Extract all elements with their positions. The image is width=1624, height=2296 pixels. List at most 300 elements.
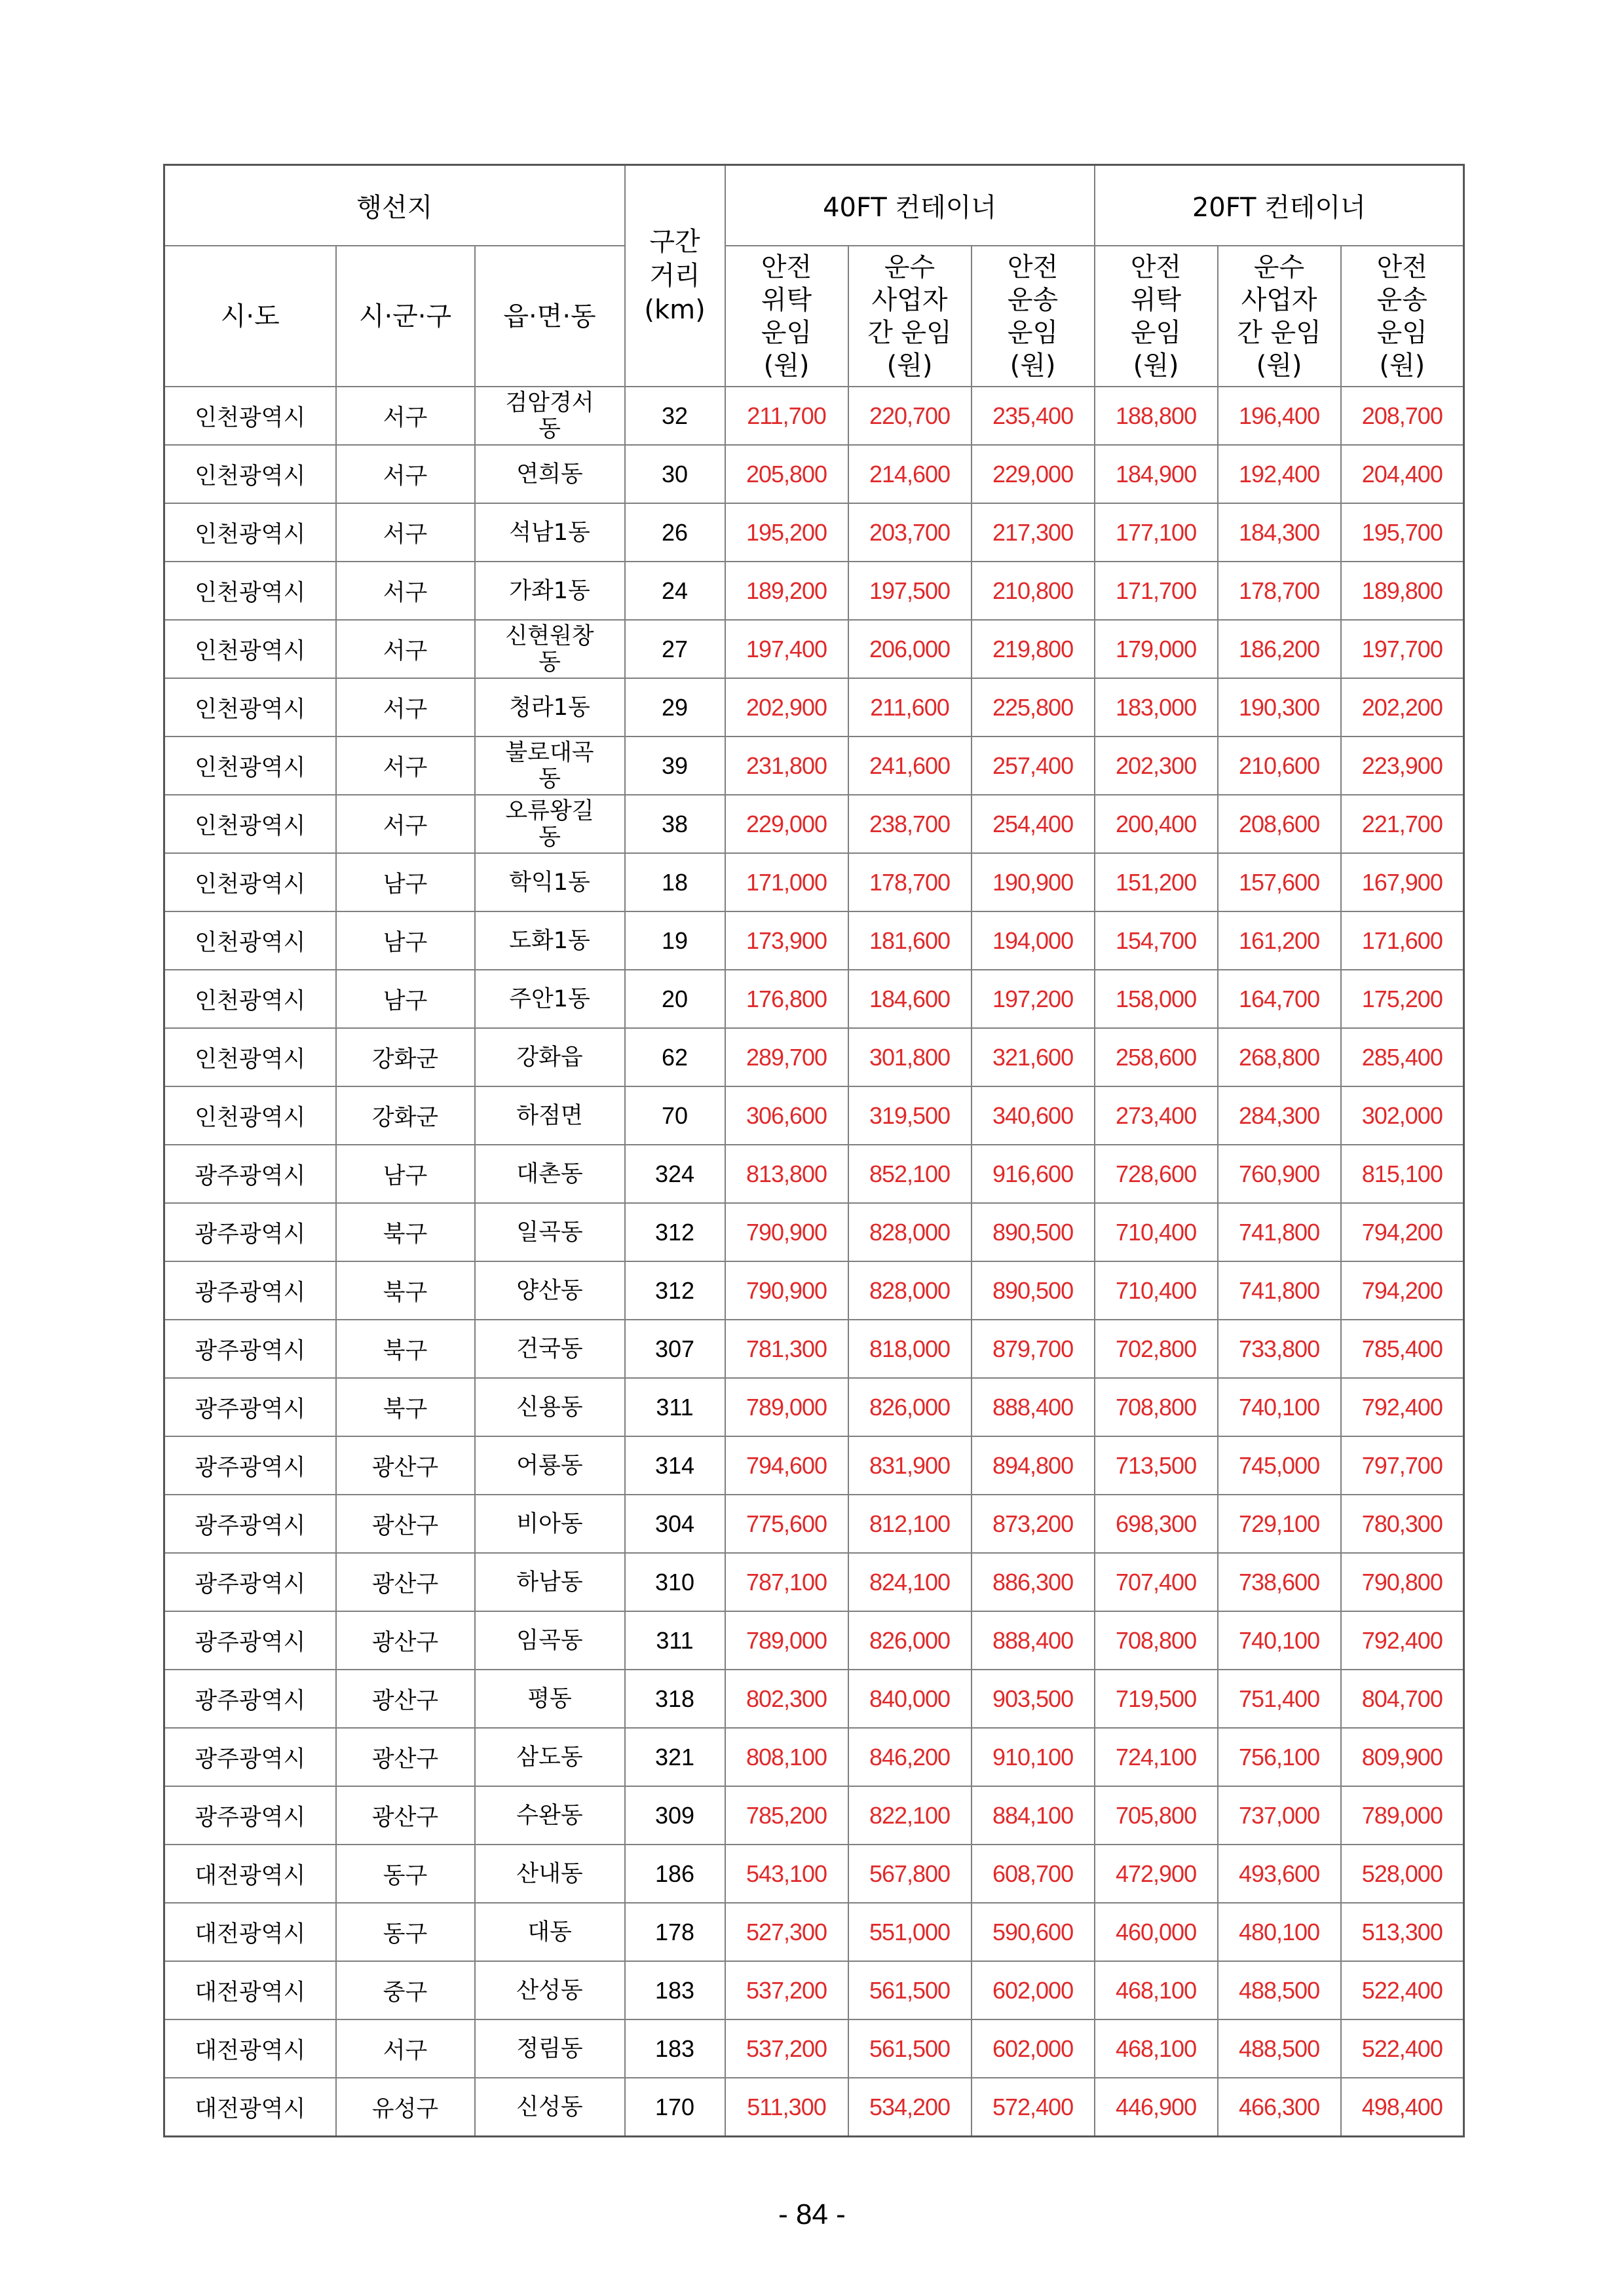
rate-cell: 824,100 <box>848 1553 972 1611</box>
rate-cell: 708,800 <box>1095 1611 1218 1670</box>
rate-cell: 161,200 <box>1218 911 1341 970</box>
rate-cell: 203,700 <box>848 503 972 562</box>
rate-cell: 194,000 <box>972 911 1095 970</box>
rate-cell: 208,700 <box>1341 387 1464 445</box>
rate-cell: 745,000 <box>1218 1436 1341 1495</box>
rate-cell: 204,400 <box>1341 445 1464 503</box>
rate-cell: 826,000 <box>848 1378 972 1436</box>
distance-cell: 178 <box>625 1903 725 1961</box>
rate-cell: 789,000 <box>1341 1786 1464 1845</box>
rate-cell: 812,100 <box>848 1495 972 1553</box>
rate-cell: 751,400 <box>1218 1670 1341 1728</box>
rate-cell: 511,300 <box>725 2078 848 2137</box>
table-row <box>164 620 1464 678</box>
dong-cell: 대촌동 <box>475 1145 625 1203</box>
sido-header: 시·도 <box>164 246 336 387</box>
rate-cell: 241,600 <box>848 737 972 795</box>
table-row <box>164 1903 1464 1961</box>
sigungu-cell: 북구 <box>336 1261 475 1320</box>
sido-cell: 광주광역시 <box>164 1611 336 1670</box>
table-row <box>164 387 1464 445</box>
rate-cell: 197,500 <box>848 562 972 620</box>
dong-cell: 대동 <box>475 1903 625 1961</box>
dong-cell: 삼도동 <box>475 1728 625 1786</box>
table-row <box>164 1086 1464 1145</box>
rate-cell: 794,600 <box>725 1436 848 1495</box>
dong-cell: 가좌1동 <box>475 562 625 620</box>
rate-cell: 219,800 <box>972 620 1095 678</box>
rate-cell: 831,900 <box>848 1436 972 1495</box>
sigungu-cell: 광산구 <box>336 1495 475 1553</box>
rate-cell: 498,400 <box>1341 2078 1464 2137</box>
table-row <box>164 970 1464 1028</box>
sido-cell: 인천광역시 <box>164 387 336 445</box>
table-row <box>164 1261 1464 1320</box>
sido-cell: 광주광역시 <box>164 1320 336 1378</box>
distance-cell: 318 <box>625 1670 725 1728</box>
table-row <box>164 2019 1464 2078</box>
dong-cell: 하점면 <box>475 1086 625 1145</box>
dong-cell: 산내동 <box>475 1845 625 1903</box>
rate-cell: 179,000 <box>1095 620 1218 678</box>
sigungu-cell: 서구 <box>336 2019 475 2078</box>
table-row <box>164 1845 1464 1903</box>
rate-cell: 178,700 <box>1218 562 1341 620</box>
sigungu-cell: 남구 <box>336 911 475 970</box>
rate-cell: 202,300 <box>1095 737 1218 795</box>
sido-cell: 인천광역시 <box>164 737 336 795</box>
distance-cell: 186 <box>625 1845 725 1903</box>
rate-cell: 206,000 <box>848 620 972 678</box>
dong-cell: 비아동 <box>475 1495 625 1553</box>
rate-cell: 184,300 <box>1218 503 1341 562</box>
table-row <box>164 1028 1464 1086</box>
rate-cell: 513,300 <box>1341 1903 1464 1961</box>
rate-cell: 197,400 <box>725 620 848 678</box>
table-row <box>164 1145 1464 1203</box>
rate-cell: 760,900 <box>1218 1145 1341 1203</box>
distance-cell: 183 <box>625 2019 725 2078</box>
rate-cell: 200,400 <box>1095 795 1218 853</box>
rate-cell: 208,600 <box>1218 795 1341 853</box>
rate-cell: 916,600 <box>972 1145 1095 1203</box>
distance-cell: 314 <box>625 1436 725 1495</box>
sigungu-cell: 서구 <box>336 620 475 678</box>
rate-cell: 522,400 <box>1341 2019 1464 2078</box>
distance-cell: 304 <box>625 1495 725 1553</box>
sido-cell: 광주광역시 <box>164 1203 336 1261</box>
distance-cell: 170 <box>625 2078 725 2137</box>
sigungu-cell: 남구 <box>336 970 475 1028</box>
rate-cell: 176,800 <box>725 970 848 1028</box>
distance-cell: 38 <box>625 795 725 853</box>
rate-cell: 493,600 <box>1218 1845 1341 1903</box>
table-row <box>164 853 1464 911</box>
rate-cell: 178,700 <box>848 853 972 911</box>
rate-cell: 802,300 <box>725 1670 848 1728</box>
sido-cell: 광주광역시 <box>164 1553 336 1611</box>
rate-cell: 590,600 <box>972 1903 1095 1961</box>
rate-cell: 221,700 <box>1341 795 1464 853</box>
rate-cell: 186,200 <box>1218 620 1341 678</box>
table-row <box>164 678 1464 737</box>
rate-cell: 794,200 <box>1341 1203 1464 1261</box>
rate-cell: 171,000 <box>725 853 848 911</box>
table-row <box>164 1728 1464 1786</box>
distance-cell: 310 <box>625 1553 725 1611</box>
rate-cell: 572,400 <box>972 2078 1095 2137</box>
rate-cell: 195,700 <box>1341 503 1464 562</box>
dong-cell: 강화읍 <box>475 1028 625 1086</box>
sigungu-cell: 광산구 <box>336 1611 475 1670</box>
distance-cell: 18 <box>625 853 725 911</box>
rate-cell: 790,900 <box>725 1203 848 1261</box>
sigungu-cell: 동구 <box>336 1845 475 1903</box>
rate-cell: 468,100 <box>1095 1961 1218 2019</box>
rate-cell: 202,900 <box>725 678 848 737</box>
rate-cell: 815,100 <box>1341 1145 1464 1203</box>
rate-cell: 790,800 <box>1341 1553 1464 1611</box>
rate-cell: 828,000 <box>848 1203 972 1261</box>
rate-cell: 202,200 <box>1341 678 1464 737</box>
dong-cell: 신성동 <box>475 2078 625 2137</box>
rate-cell: 809,900 <box>1341 1728 1464 1786</box>
rate-cell: 888,400 <box>972 1378 1095 1436</box>
distance-cell: 312 <box>625 1261 725 1320</box>
rate-cell: 737,000 <box>1218 1786 1341 1845</box>
rate-cell: 543,100 <box>725 1845 848 1903</box>
rate-cell: 184,600 <box>848 970 972 1028</box>
sigungu-cell: 남구 <box>336 1145 475 1203</box>
rate-cell: 192,400 <box>1218 445 1341 503</box>
rate-cell: 729,100 <box>1218 1495 1341 1553</box>
sido-cell: 대전광역시 <box>164 2019 336 2078</box>
dong-cell: 신용동 <box>475 1378 625 1436</box>
rate-cell: 190,300 <box>1218 678 1341 737</box>
rate-cell: 154,700 <box>1095 911 1218 970</box>
page-number: - 84 - <box>778 2198 846 2230</box>
distance-cell: 309 <box>625 1786 725 1845</box>
rate-cell: 181,600 <box>848 911 972 970</box>
dong-cell: 건국동 <box>475 1320 625 1378</box>
rate-cell: 884,100 <box>972 1786 1095 1845</box>
table-body <box>164 387 1464 2137</box>
rate-cell: 785,200 <box>725 1786 848 1845</box>
rate-cell: 528,000 <box>1341 1845 1464 1903</box>
freight-rate-table <box>163 164 1465 2137</box>
rate-cell: 792,400 <box>1341 1378 1464 1436</box>
sigungu-cell: 동구 <box>336 1903 475 1961</box>
rate-cell: 319,500 <box>848 1086 972 1145</box>
sigungu-cell: 북구 <box>336 1378 475 1436</box>
sido-cell: 인천광역시 <box>164 1028 336 1086</box>
sido-cell: 인천광역시 <box>164 678 336 737</box>
rate-cell: 235,400 <box>972 387 1095 445</box>
rate-cell: 708,800 <box>1095 1378 1218 1436</box>
rate-cell: 214,600 <box>848 445 972 503</box>
sigungu-cell: 서구 <box>336 562 475 620</box>
rate-cell: 785,400 <box>1341 1320 1464 1378</box>
table-row <box>164 503 1464 562</box>
rate-cell: 879,700 <box>972 1320 1095 1378</box>
rate-cell: 890,500 <box>972 1203 1095 1261</box>
sigungu-cell: 북구 <box>336 1203 475 1261</box>
rate-cell: 301,800 <box>848 1028 972 1086</box>
rate-cell: 223,900 <box>1341 737 1464 795</box>
rate-cell: 888,400 <box>972 1611 1095 1670</box>
rate-cell: 741,800 <box>1218 1261 1341 1320</box>
table-header <box>164 165 1464 387</box>
dong-cell: 양산동 <box>475 1261 625 1320</box>
table-row <box>164 795 1464 853</box>
rate-cell: 740,100 <box>1218 1611 1341 1670</box>
20ft-safety-transport-rate-header: 안전 운송 운임 (원) <box>1341 246 1464 387</box>
sigungu-cell: 유성구 <box>336 2078 475 2137</box>
rate-cell: 171,600 <box>1341 911 1464 970</box>
rate-cell: 728,600 <box>1095 1145 1218 1203</box>
rate-cell: 890,500 <box>972 1261 1095 1320</box>
rate-cell: 707,400 <box>1095 1553 1218 1611</box>
rate-cell: 713,500 <box>1095 1436 1218 1495</box>
rate-cell: 211,700 <box>725 387 848 445</box>
rate-cell: 164,700 <box>1218 970 1341 1028</box>
table-row <box>164 1786 1464 1845</box>
rate-cell: 780,300 <box>1341 1495 1464 1553</box>
rate-cell: 190,900 <box>972 853 1095 911</box>
sigungu-cell: 서구 <box>336 795 475 853</box>
rate-cell: 733,800 <box>1218 1320 1341 1378</box>
sido-cell: 광주광역시 <box>164 1378 336 1436</box>
rate-cell: 894,800 <box>972 1436 1095 1495</box>
table-row <box>164 1436 1464 1495</box>
table-row <box>164 1320 1464 1378</box>
40ft-carrier-rate-header: 운수 사업자 간 운임 (원) <box>848 246 972 387</box>
rate-cell: 775,600 <box>725 1495 848 1553</box>
sigungu-cell: 강화군 <box>336 1028 475 1086</box>
rate-cell: 608,700 <box>972 1845 1095 1903</box>
distance-cell: 29 <box>625 678 725 737</box>
dong-cell: 석남1동 <box>475 503 625 562</box>
rate-cell: 790,900 <box>725 1261 848 1320</box>
rate-cell: 787,100 <box>725 1553 848 1611</box>
rate-cell: 197,200 <box>972 970 1095 1028</box>
sigungu-cell: 북구 <box>336 1320 475 1378</box>
distance-cell: 307 <box>625 1320 725 1378</box>
rate-cell: 813,800 <box>725 1145 848 1203</box>
rate-cell: 183,000 <box>1095 678 1218 737</box>
distance-cell: 24 <box>625 562 725 620</box>
dong-cell: 하남동 <box>475 1553 625 1611</box>
table-row <box>164 1670 1464 1728</box>
rate-cell: 188,800 <box>1095 387 1218 445</box>
rate-cell: 794,200 <box>1341 1261 1464 1320</box>
dong-cell: 학익1동 <box>475 853 625 911</box>
rate-cell: 446,900 <box>1095 2078 1218 2137</box>
sido-cell: 대전광역시 <box>164 1903 336 1961</box>
table-row <box>164 1611 1464 1670</box>
rate-cell: 567,800 <box>848 1845 972 1903</box>
rate-cell: 561,500 <box>848 2019 972 2078</box>
rate-cell: 710,400 <box>1095 1203 1218 1261</box>
rate-cell: 846,200 <box>848 1728 972 1786</box>
rate-cell: 818,000 <box>848 1320 972 1378</box>
rate-cell: 257,400 <box>972 737 1095 795</box>
dong-cell: 불로대곡 동 <box>475 737 625 795</box>
sido-cell: 인천광역시 <box>164 503 336 562</box>
table-row <box>164 562 1464 620</box>
rate-cell: 480,100 <box>1218 1903 1341 1961</box>
rate-cell: 822,100 <box>848 1786 972 1845</box>
table-row <box>164 1553 1464 1611</box>
rate-cell: 804,700 <box>1341 1670 1464 1728</box>
rate-cell: 225,800 <box>972 678 1095 737</box>
sigungu-cell: 중구 <box>336 1961 475 2019</box>
rate-cell: 852,100 <box>848 1145 972 1203</box>
distance-cell: 20 <box>625 970 725 1028</box>
rate-cell: 808,100 <box>725 1728 848 1786</box>
rate-cell: 789,000 <box>725 1378 848 1436</box>
rate-cell: 903,500 <box>972 1670 1095 1728</box>
rate-cell: 468,100 <box>1095 2019 1218 2078</box>
distance-cell: 30 <box>625 445 725 503</box>
sigungu-cell: 광산구 <box>336 1786 475 1845</box>
rate-cell: 886,300 <box>972 1553 1095 1611</box>
rate-cell: 177,100 <box>1095 503 1218 562</box>
sido-cell: 광주광역시 <box>164 1670 336 1728</box>
table-row <box>164 737 1464 795</box>
sigungu-cell: 남구 <box>336 853 475 911</box>
rate-cell: 789,000 <box>725 1611 848 1670</box>
sido-cell: 인천광역시 <box>164 911 336 970</box>
group-20ft-header: 20FT 컨테이너 <box>1095 165 1464 246</box>
rate-cell: 698,300 <box>1095 1495 1218 1553</box>
distance-cell: 183 <box>625 1961 725 2019</box>
rate-cell: 534,200 <box>848 2078 972 2137</box>
distance-cell: 32 <box>625 387 725 445</box>
rate-cell: 268,800 <box>1218 1028 1341 1086</box>
rate-cell: 792,400 <box>1341 1611 1464 1670</box>
rate-cell: 602,000 <box>972 1961 1095 2019</box>
rate-cell: 522,400 <box>1341 1961 1464 2019</box>
rate-cell: 173,900 <box>725 911 848 970</box>
rate-cell: 910,100 <box>972 1728 1095 1786</box>
rate-cell: 258,600 <box>1095 1028 1218 1086</box>
rate-cell: 561,500 <box>848 1961 972 2019</box>
sido-cell: 인천광역시 <box>164 445 336 503</box>
rate-cell: 551,000 <box>848 1903 972 1961</box>
distance-cell: 26 <box>625 503 725 562</box>
sigungu-header: 시·군·구 <box>336 246 475 387</box>
rate-cell: 321,600 <box>972 1028 1095 1086</box>
rate-cell: 340,600 <box>972 1086 1095 1145</box>
rate-cell: 466,300 <box>1218 2078 1341 2137</box>
rate-cell: 828,000 <box>848 1261 972 1320</box>
sido-cell: 광주광역시 <box>164 1145 336 1203</box>
dong-cell: 평동 <box>475 1670 625 1728</box>
rate-cell: 602,000 <box>972 2019 1095 2078</box>
rate-cell: 460,000 <box>1095 1903 1218 1961</box>
distance-cell: 311 <box>625 1378 725 1436</box>
20ft-safety-consign-rate-header: 안전 위탁 운임 (원) <box>1095 246 1218 387</box>
dong-cell: 임곡동 <box>475 1611 625 1670</box>
dong-cell: 청라1동 <box>475 678 625 737</box>
distance-cell: 324 <box>625 1145 725 1203</box>
sigungu-cell: 서구 <box>336 445 475 503</box>
rate-cell: 756,100 <box>1218 1728 1341 1786</box>
dong-cell: 어룡동 <box>475 1436 625 1495</box>
eupmyeondong-header: 읍·면·동 <box>475 246 625 387</box>
rate-cell: 302,000 <box>1341 1086 1464 1145</box>
sido-cell: 인천광역시 <box>164 1086 336 1145</box>
rate-cell: 738,600 <box>1218 1553 1341 1611</box>
rate-cell: 710,400 <box>1095 1261 1218 1320</box>
sido-cell: 인천광역시 <box>164 970 336 1028</box>
dong-cell: 검암경서 동 <box>475 387 625 445</box>
sigungu-cell: 강화군 <box>336 1086 475 1145</box>
rate-cell: 488,500 <box>1218 1961 1341 2019</box>
rate-cell: 229,000 <box>725 795 848 853</box>
rate-cell: 210,800 <box>972 562 1095 620</box>
rate-cell: 705,800 <box>1095 1786 1218 1845</box>
rate-cell: 231,800 <box>725 737 848 795</box>
rate-cell: 151,200 <box>1095 853 1218 911</box>
table-row <box>164 911 1464 970</box>
rate-cell: 826,000 <box>848 1611 972 1670</box>
rate-cell: 741,800 <box>1218 1203 1341 1261</box>
rate-cell: 171,700 <box>1095 562 1218 620</box>
rate-cell: 285,400 <box>1341 1028 1464 1086</box>
sigungu-cell: 서구 <box>336 737 475 795</box>
table-row <box>164 1495 1464 1553</box>
distance-cell: 19 <box>625 911 725 970</box>
rate-cell: 289,700 <box>725 1028 848 1086</box>
40ft-safety-transport-rate-header: 안전 운송 운임 (원) <box>972 246 1095 387</box>
sigungu-cell: 광산구 <box>336 1670 475 1728</box>
table-row <box>164 2078 1464 2137</box>
sido-cell: 대전광역시 <box>164 1961 336 2019</box>
40ft-safety-consign-rate-header: 안전 위탁 운임 (원) <box>725 246 848 387</box>
rate-cell: 273,400 <box>1095 1086 1218 1145</box>
rate-cell: 189,800 <box>1341 562 1464 620</box>
rate-cell: 740,100 <box>1218 1378 1341 1436</box>
sido-cell: 대전광역시 <box>164 1845 336 1903</box>
dong-cell: 연희동 <box>475 445 625 503</box>
rate-cell: 702,800 <box>1095 1320 1218 1378</box>
rate-cell: 157,600 <box>1218 853 1341 911</box>
rate-cell: 158,000 <box>1095 970 1218 1028</box>
distance-cell: 311 <box>625 1611 725 1670</box>
rate-cell: 719,500 <box>1095 1670 1218 1728</box>
sido-cell: 인천광역시 <box>164 795 336 853</box>
rate-cell: 211,600 <box>848 678 972 737</box>
sigungu-cell: 광산구 <box>336 1728 475 1786</box>
sido-cell: 인천광역시 <box>164 620 336 678</box>
rate-cell: 196,400 <box>1218 387 1341 445</box>
rate-cell: 254,400 <box>972 795 1095 853</box>
sido-cell: 광주광역시 <box>164 1786 336 1845</box>
rate-cell: 189,200 <box>725 562 848 620</box>
sido-cell: 광주광역시 <box>164 1261 336 1320</box>
rate-cell: 238,700 <box>848 795 972 853</box>
rate-cell: 840,000 <box>848 1670 972 1728</box>
rate-cell: 220,700 <box>848 387 972 445</box>
rate-cell: 197,700 <box>1341 620 1464 678</box>
sigungu-cell: 서구 <box>336 387 475 445</box>
table-row <box>164 1961 1464 2019</box>
rate-cell: 175,200 <box>1341 970 1464 1028</box>
distance-cell: 312 <box>625 1203 725 1261</box>
dong-cell: 산성동 <box>475 1961 625 2019</box>
